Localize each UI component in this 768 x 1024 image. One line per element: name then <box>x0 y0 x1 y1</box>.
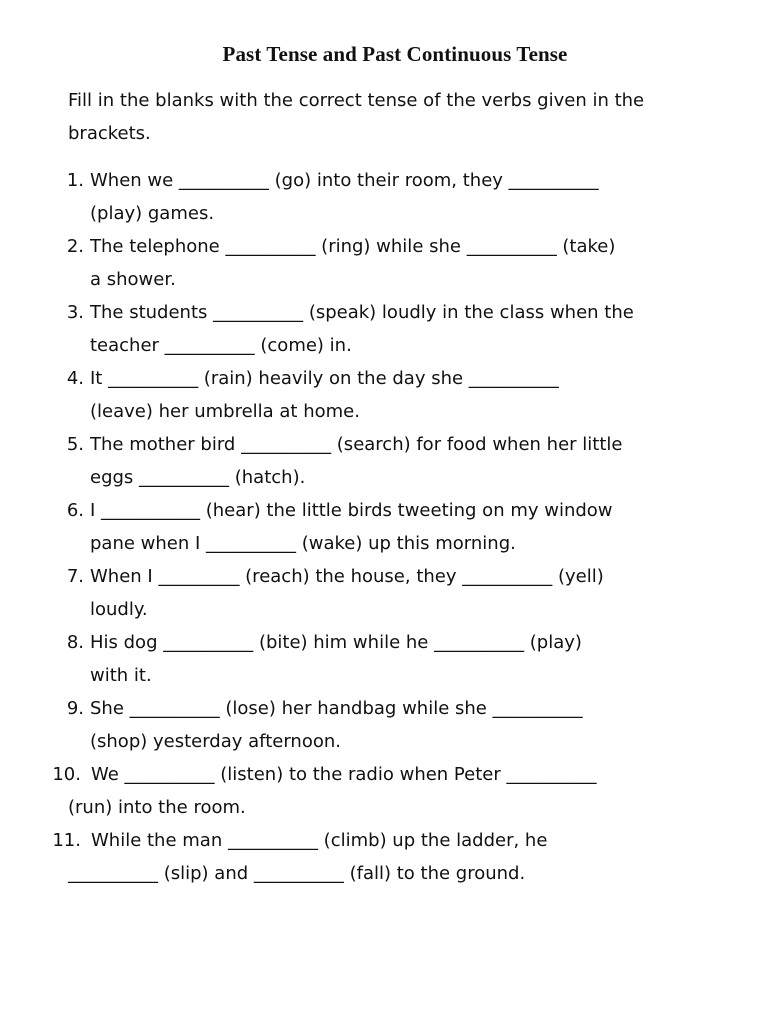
exercise-item-7 <box>0 560 768 626</box>
instructions-line-2: brackets. <box>68 123 151 144</box>
exercise-item-6 <box>0 494 768 560</box>
item-number: 5. <box>66 434 84 455</box>
item-text-line-1: I ___________ (hear) the little birds tweeting on my window <box>90 500 613 521</box>
item-number: 2. <box>66 236 84 257</box>
item-text-line-1: It __________ (rain) heavily on the day she __________ <box>90 368 559 389</box>
item-text-line-2: a shower. <box>90 269 176 290</box>
page-title: Past Tense and Past Continuous Tense <box>222 42 568 66</box>
exercise-list <box>0 164 768 890</box>
item-text-line-2: (leave) her umbrella at home. <box>90 401 360 422</box>
item-number: 6. <box>66 500 84 521</box>
exercise-item-4 <box>0 362 768 428</box>
item-text-line-2: (run) into the room. <box>68 797 246 818</box>
item-text-line-1: She __________ (lose) her handbag while she __________ <box>90 698 583 719</box>
item-text-line-1: While the man __________ (climb) up the ladder, he <box>91 830 548 851</box>
item-text-line-1: The telephone __________ (ring) while she __________ (take) <box>90 236 616 257</box>
exercise-item-5 <box>0 428 768 494</box>
item-number: 10. <box>52 764 81 785</box>
item-text-line-1: The mother bird __________ (search) for food when her little <box>90 434 623 455</box>
item-number: 1. <box>66 170 84 191</box>
item-text-line-1: We __________ (listen) to the radio when Peter __________ <box>91 764 597 785</box>
item-text-line-2: eggs __________ (hatch). <box>90 467 306 488</box>
item-number: 4. <box>66 368 84 389</box>
item-number: 3. <box>66 302 84 323</box>
instructions-line-1: Fill in the blanks with the correct tense of the verbs given in the <box>68 90 645 111</box>
instructions <box>68 84 708 150</box>
item-text-line-2: __________ (slip) and __________ (fall) to the ground. <box>68 863 526 884</box>
item-number: 8. <box>66 632 84 653</box>
item-text-line-1: When I _________ (reach) the house, they __________ (yell) <box>90 566 604 587</box>
item-text-line-2: (play) games. <box>90 203 215 224</box>
item-number: 7. <box>66 566 84 587</box>
exercise-item-10 <box>0 758 768 824</box>
exercise-item-9 <box>0 692 768 758</box>
item-text-line-2: (shop) yesterday afternoon. <box>90 731 341 752</box>
item-text-line-2: with it. <box>90 665 152 686</box>
exercise-item-1 <box>0 164 768 230</box>
item-text-line-1: His dog __________ (bite) him while he __________ (play) <box>90 632 582 653</box>
item-text-line-2: loudly. <box>90 599 148 620</box>
item-text-line-2: pane when I __________ (wake) up this morning. <box>90 533 516 554</box>
item-text-line-2: teacher __________ (come) in. <box>90 335 352 356</box>
item-number: 9. <box>66 698 84 719</box>
exercise-item-2 <box>0 230 768 296</box>
exercise-item-11 <box>0 824 768 890</box>
exercise-item-3 <box>0 296 768 362</box>
item-text-line-1: The students __________ (speak) loudly in the class when the <box>90 302 634 323</box>
item-text-line-1: When we __________ (go) into their room, they __________ <box>90 170 599 191</box>
exercise-item-8 <box>0 626 768 692</box>
item-number: 11. <box>52 830 81 851</box>
